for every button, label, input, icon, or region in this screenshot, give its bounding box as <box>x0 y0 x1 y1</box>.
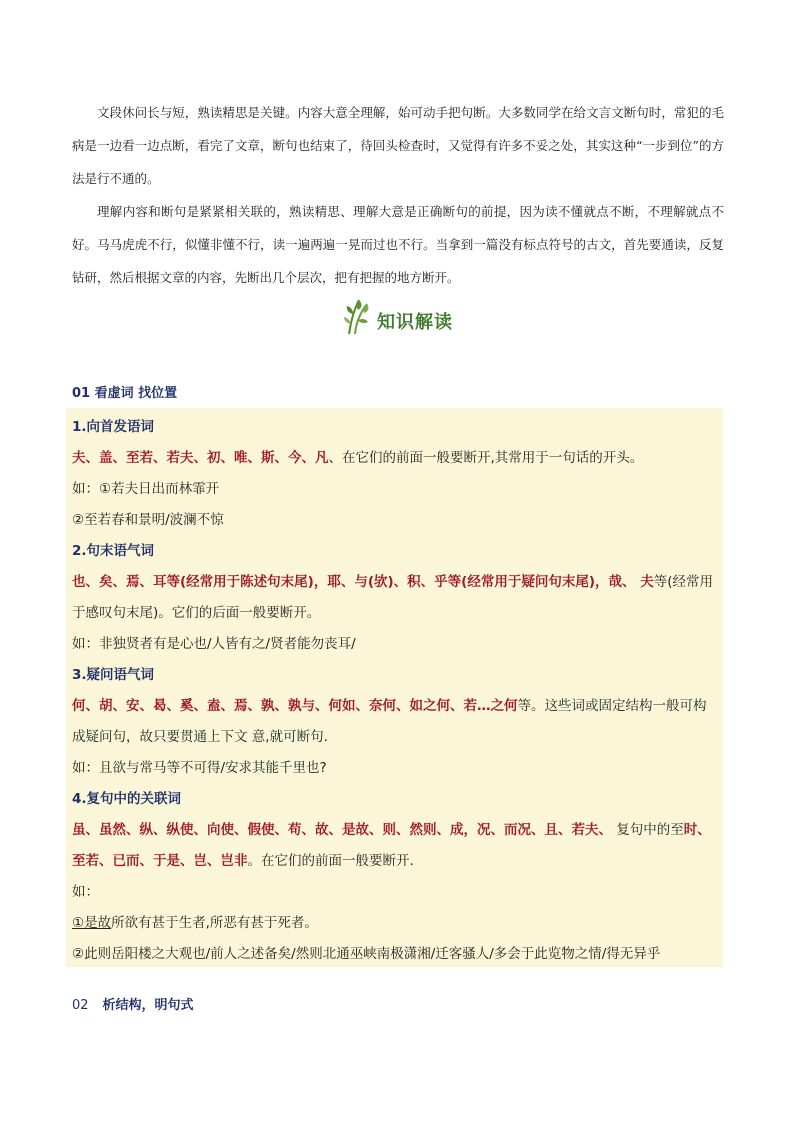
intro-paragraph-1: 文段休问长与短，熟读精思是关键。内容大意全理解，始可动手把句断。大多数同学在给文言文断句时，常犯的毛病是一边看一边点断，看完了文章，断句也结束了，待回头检查时，又觉得有许多不妥之处，其实这种“一步到位”的方法是行不通的。 <box>72 105 724 186</box>
s2-note: 等(经常用于感叹句末尾)。它们的后面一般要断开。 <box>72 574 713 621</box>
s4-note-1: 复句中的至 <box>612 822 684 838</box>
s1-keywords: 夫、盖、至若、若夫、初、唯、斯、今、凡 <box>72 450 329 466</box>
s3-note: 等。这些词或固定结构一般可构成疑问句，故只要贯通上下文 意,就可断句. <box>72 698 707 745</box>
sub-title-1: 1.向首发语词 <box>72 419 155 435</box>
section-heading <box>0 296 794 336</box>
s2-keywords-line <box>72 567 717 629</box>
s4-example-1 <box>72 908 717 939</box>
s4-keywords-line <box>72 815 717 877</box>
wheat-leaf-icon <box>341 296 375 336</box>
section2-text: 析结构，明句式 <box>102 998 194 1013</box>
s4-keywords: 虽、虽然、纵、纵使、向使、假使、苟、故、是故、则、然则、成，况、而况、且、若夫、 <box>72 822 612 838</box>
heading-title: 知识解读 <box>377 312 453 333</box>
sub-title-3: 3.疑问语气词 <box>72 667 155 683</box>
s3-keywords: 何、胡、安、曷、奚、盍、焉、孰、孰与、何如、奈何、如之何、若…之何 <box>72 698 518 714</box>
knowledge-box <box>66 408 723 967</box>
s3-example: 如：且欲与常马等不可得/安求其能千里也? <box>72 760 327 776</box>
s4-note-2: 。在它们的前面一般要断开. <box>247 853 414 869</box>
section1-title: 01 看虚词 找位置 <box>72 386 178 401</box>
s4-example-1-rest: 所欲有甚于生者,所恶有甚于死者。 <box>111 915 318 931</box>
section2-title <box>72 994 194 1013</box>
intro-text <box>72 96 724 294</box>
sub-title-2: 2.句末语气词 <box>72 543 155 559</box>
s2-keywords: 也、矣、焉、耳等(经常用于陈述句末尾)，耶、与(欤)、积、乎等(经常用于疑问句末尾)，哉、 夫 <box>72 574 654 590</box>
s1-example-2: ②至若春和景明/波澜不惊 <box>72 512 224 528</box>
section2-number: 02 <box>72 998 89 1013</box>
s1-example-1: 如：①若夫日出而林霏开 <box>72 481 220 497</box>
s1-note: 、在它们的前面一般要断开,其常用于一句话的开头。 <box>328 450 644 466</box>
s1-keywords-line <box>72 443 717 474</box>
s4-example-2: ②此则岳阳楼之大观也/前人之述备矣/然则北通巫峡南极潇湘/迁客骚人/多会于此览物之情/得无异乎 <box>72 946 661 962</box>
s4-example-label: 如： <box>72 884 99 900</box>
s4-example-1-underlined: ①是故 <box>72 915 112 931</box>
s2-example: 如：非独贤者有是心也/人皆有之/贤者能勿丧耳/ <box>72 636 356 652</box>
sub-title-4: 4.复句中的关联词 <box>72 791 182 807</box>
s3-keywords-line <box>72 691 717 753</box>
s4-keywords-2: 时、至若、已而、于是、岂、岂非 <box>72 822 711 869</box>
intro-paragraph-2: 理解内容和断句是紧紧相关联的，熟读精思、理解大意是正确断句的前提，因为读不懂就点不断，不理解就点不好。马马虎虎不行，似懂非懂不行，读一遍两遍一晃而过也不行。当拿到一篇没有标点符号的古文，首先要通读，反复钻研，然后根据文章的内容，先断出几个层次，把有把握的地方断开。 <box>72 204 724 285</box>
